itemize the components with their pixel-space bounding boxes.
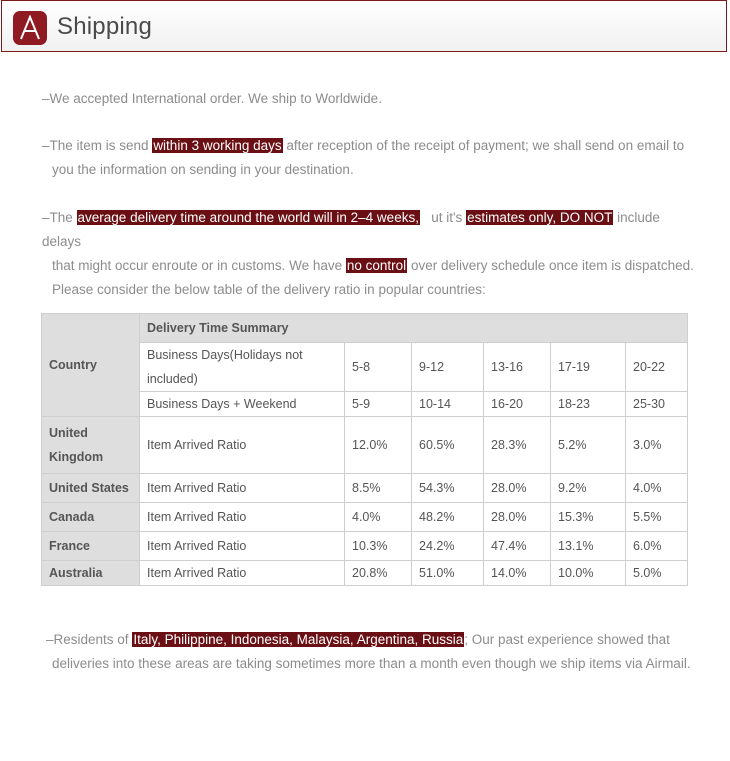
ratio-cell: 15.3% — [551, 503, 626, 532]
delivery-time-paragraph — [42, 206, 702, 302]
country-cell: United States — [42, 474, 140, 503]
intro-paragraph — [42, 87, 702, 111]
delivery-text-a: –The — [42, 210, 77, 225]
weekend-days-cell: 5-9 — [345, 392, 412, 417]
ratio-cell: 60.5% — [412, 417, 484, 474]
residents-line-2: deliveries into these areas are taking sometimes more than a month even though we ship items via Airmail. — [52, 656, 691, 671]
weekend-days-cell: 25-30 — [626, 392, 688, 417]
dispatch-paragraph — [42, 134, 702, 182]
ratio-label-cell: Item Arrived Ratio — [140, 532, 345, 561]
ratio-cell: 20.8% — [345, 561, 412, 586]
ratio-cell: 13.1% — [551, 532, 626, 561]
business-days-cell: 5-8 — [345, 343, 412, 392]
dispatch-line-1 — [42, 134, 702, 158]
ratio-cell: 8.5% — [345, 474, 412, 503]
dispatch-text-a: –The item is send — [42, 138, 153, 153]
ratio-cell: 24.2% — [412, 532, 484, 561]
weekend-days-cell: 10-14 — [412, 392, 484, 417]
country-header: Country — [42, 314, 140, 417]
ratio-label-cell: Item Arrived Ratio — [140, 503, 345, 532]
table-row — [42, 532, 688, 561]
ratio-label-cell: Item Arrived Ratio — [140, 561, 345, 586]
no-control-highlight: no control — [346, 258, 407, 273]
residents-line-1 — [46, 628, 706, 652]
ratio-cell: 47.4% — [484, 532, 551, 561]
dispatch-highlight: within 3 working days — [153, 138, 282, 153]
international-order-text: –We accepted International order. We ship to Worldwide. — [42, 91, 382, 106]
ratio-cell: 4.0% — [626, 474, 688, 503]
delivery-text-line2a: that might occur enroute or in customs. We have — [52, 258, 346, 273]
delivery-line-1 — [42, 206, 702, 254]
country-cell: Australia — [42, 561, 140, 586]
country-cell: France — [42, 532, 140, 561]
ratio-cell: 5.5% — [626, 503, 688, 532]
table-row — [42, 561, 688, 586]
residents-paragraph — [46, 628, 706, 676]
table-row — [42, 474, 688, 503]
weekend-days-cell: 18-23 — [551, 392, 626, 417]
country-cell: United Kingdom — [42, 417, 140, 474]
country-cell: Canada — [42, 503, 140, 532]
ratio-cell: 28.3% — [484, 417, 551, 474]
weekend-days-cell: 16-20 — [484, 392, 551, 417]
ratio-cell: 14.0% — [484, 561, 551, 586]
ratio-cell: 6.0% — [626, 532, 688, 561]
delivery-text-line2b: over delivery schedule once item is dispatched. — [407, 258, 694, 273]
ratio-cell: 51.0% — [412, 561, 484, 586]
delivery-text-b: ut it's — [419, 210, 467, 225]
dispatch-line-2: you the information on sending in your destination. — [52, 162, 354, 177]
ratio-cell: 28.0% — [484, 503, 551, 532]
residents-text-a: –Residents of — [46, 632, 133, 647]
ratio-cell: 10.3% — [345, 532, 412, 561]
brand-logo-icon — [13, 11, 47, 45]
page-title: Shipping — [57, 13, 153, 40]
business-days-label: Business Days(Holidays not included) — [140, 343, 345, 392]
weekend-label: Business Days + Weekend — [140, 392, 345, 417]
delivery-line-3: Please consider the below table of the delivery ratio in popular countries: — [52, 282, 486, 297]
ratio-cell: 10.0% — [551, 561, 626, 586]
summary-title: Delivery Time Summary — [140, 314, 688, 343]
ratio-cell: 5.0% — [626, 561, 688, 586]
delivery-time-highlight: average delivery time around the world will in 2–4 weeks, — [77, 210, 419, 225]
business-days-cell: 13-16 — [484, 343, 551, 392]
estimates-highlight: estimates only, DO NOT — [467, 210, 613, 225]
ratio-cell: 28.0% — [484, 474, 551, 503]
table-row — [42, 503, 688, 532]
business-days-cell: 17-19 — [551, 343, 626, 392]
ratio-cell: 5.2% — [551, 417, 626, 474]
delivery-time-table — [41, 313, 688, 586]
countries-highlight: Italy, Philippine, Indonesia, Malaysia, Argentina, Russia — [133, 632, 464, 647]
residents-text-b: ; Our past experience showed that — [464, 632, 670, 647]
delivery-text-c: include delays — [42, 210, 660, 249]
page-header — [1, 0, 727, 52]
ratio-label-cell: Item Arrived Ratio — [140, 417, 345, 474]
delivery-line-2 — [42, 254, 702, 278]
ratio-label-cell: Item Arrived Ratio — [140, 474, 345, 503]
ratio-cell: 4.0% — [345, 503, 412, 532]
dispatch-text-b: after reception of the receipt of payment; we shall send on email to — [282, 138, 685, 153]
table-row — [42, 417, 688, 474]
ratio-cell: 9.2% — [551, 474, 626, 503]
ratio-cell: 3.0% — [626, 417, 688, 474]
ratio-cell: 12.0% — [345, 417, 412, 474]
ratio-cell: 48.2% — [412, 503, 484, 532]
ratio-cell: 54.3% — [412, 474, 484, 503]
business-days-cell: 9-12 — [412, 343, 484, 392]
business-days-cell: 20-22 — [626, 343, 688, 392]
